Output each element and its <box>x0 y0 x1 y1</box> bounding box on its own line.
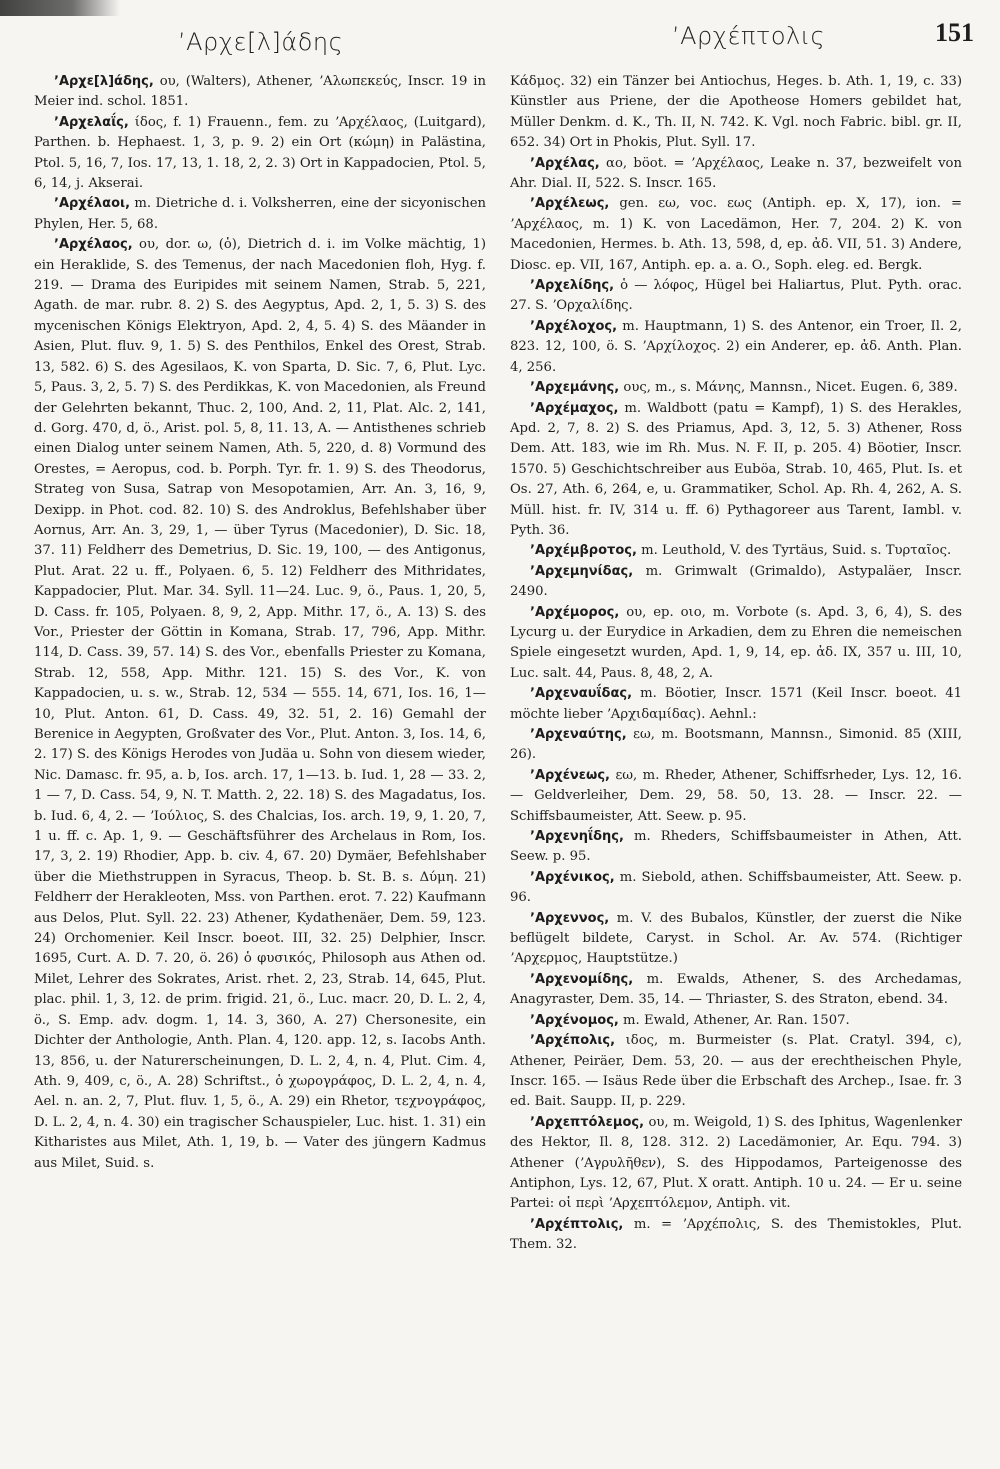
entry-text: m. Siebold, athen. Schiffsbaumeister, Att. Seew. p. 96. <box>510 869 962 906</box>
entry-headword: ʼΑρχεννος, <box>530 910 610 926</box>
entry-headword: ʼΑρχέπτολις, <box>530 1216 624 1232</box>
entry-text: m. Grimwalt (Grimaldo), Astypaläer, Inscr. 2490. <box>510 563 962 600</box>
entry-headword: ʼΑρχένικος, <box>530 869 615 885</box>
entry-text: ους, m., s. Μάνης, Mannsn., Nicet. Eugen. 6, 389. <box>619 380 958 396</box>
entry-headword: ʼΑρχεναύτης, <box>530 727 627 742</box>
entry-text: ίδος, f. 1) Frauenn., fem. zu ʼΑρχέλαος, (Luitgard), Parthen. b. Hephaest. 1, 3, p. 9. 2) ein Ort (κώμη) in Palästina, Ptol. 5, 16, 7, Ios. 17, 13, 1. 18, 2, 2. 3) Ort in Kappadocien, Ptol. 5, 6, 14, j. Akserai. <box>34 114 486 192</box>
entry-text: ου, dor. ω, (ὁ), Dietrich d. i. im Volke mächtig, 1) ein Heraklide, S. des Temenus, der nach Macedonien floh, Hyg. f. 219. — Drama des Euripides mit seinem Namen, Strab. 5, 221, Agath. de mar. rubr. 8. 2) S. des Aegyptus, Apd. 2, 1, 5. 3) S. des mycenischen Königs Elektryon, Apd. 2, 4, 5. 4) S. des Mäander in Asien, Plut. fluv. 9, 1. 5) S. des Penthilos, Enkel des Orest, Strab. 13, 582. 6) S. des Agesilaos, K. von Sparta, D. Sic. 7, 6, Plut. Lyc. 5, Paus. 3, 2, 5. 7) S. des Perdikkas, K. von Macedonien, als Freund der Gelehrten bekannt, Thuc. 2, 100, And. 2, 11, Plat. Alc. 2, 141, d. Gorg. 470, d, ö., Arist. pol. 5, 8, 11. 13, A. — Antisthenes schrieb einen Dialog unter seinem Namen, Ath. 5, 220, d. 8) Vormund des Orestes, = Aeropus, cod. b. Porph. Tyr. fr. 1. 9) S. des Theodorus, Strateg von Susa, Satrap von Mesopotamien, Arr. An. 3, 16, 9, Dexipp. in Phot. cod. 82. 10) S. des Androklus, Befehlshaber über Aornus, Arr. An. 3, 29, 1, — über Tyrus (Macedonier), D. Sic. 18, 37. 11) Feldherr des Demetrius, D. Sic. 19, 100, — des Antigonus, Plut. Arat. 22 u. ff., Polyaen. 6, 5. 12) Feldherr des Mithridates, Kappadocier, Plut. Mar. 34. Syll. 11—24. Luc. 9, ö., Paus. 1, 20, 5, D. Cass. fr. 105, Polyaen. 8, 9, 2, App. Mithr. 17, ö., A. 13) S. des Vor., Priester der Göttin in Komana, Strab. 17, 796, App. Mithr. 114, D. Cass. 39, 57. 14) S. des Vor., ebenfalls Priester zu Komana, Strab. 12, 558, App. Mithr. 121. 15) S. des Vor., K. von Kappadocien, u. s. w., Strab. 12, 534 — 555. 14, 671, Ios. 16, 1—10, Plut. Anton. 61, D. Cass. 49, 32. 51, 2. 16) Gemahl der Berenice in Aegypten, Großvater des Vor., Plut. Anton. 3, Ios. 14, 6, 2. 17) S. des Königs Herodes von Judäa u. Sohn von diesem wieder, Nic. Damasc. fr. 95, a. b, Ios. arch. 17, 1—13. b. Iud. 1, 28 — 33. 2, 1 — 7, D. Cass. 54, 9, N. T. Matth. 2, 22. 18) S. des Magadatus, Ios. b. Iud. 6, 4, 2. — ʼΙούλιος, S. des Chalcias, Ios. arch. 19, 9, 1. 20, 7, 1 u. ff. c. Ap. 1, 9. — Geschäftsführer des Archelaus in Rom, Ios. 17, 3, 2. 19) Rhodier, App. b. civ. 4, 67. 20) Dymäer, Befehlshaber über die Miethstruppen in Syracus, Theop. b. St. B. s. Δύμη. 21) Feldherr der Herakleoten, Mss. von Parthen. erot. 7. 22) Kaufmann aus Delos, Plut. Syll. 22. 23) Athener, Kydathenäer, Dem. 59, 123. 24) Orchomenier. Keil Inscr. boeot. III, 32. 25) Delphier, Inscr. 1695, Curt. A. D. 7. 20, ö. 26) ὁ φυσικός, Philosoph aus Athen od. Milet, Lehrer des Sokrates, Arist. rhet. 2, 23, Strab. 14, 645, Plut. plac. phil. 1, 3, 12. de prim. frigid. 21, ö., Luc. macr. 20, D. L. 2, 4, ö., S. Emp. adv. dogm. 1, 14. 3, 360, A. 27) Chersonesite, ein Dichter der Anthologie, Anth. Plan. 4, 120. app. 12, s. Iacobs Anth. 13, 856, u. der Naturerscheinungen, D. L. 2, 4, n. 4, Plut. Cim. 4, Ath. 9, 409, c, ö., A. 28) Schriftst., ὁ χωρογράφος, D. L. 2, 4, n. 4, Ael. n. an. 2, 7, Plut. fluv. 1, 5, ö., A. 29) ein Rhetor, τεχνογράφος, D. L. 2, 4, n. 4. 30) ein tragischer Schauspieler, Luc. hist. 1. 31) ein Kitharistes aus Milet, Ath. 1, 19, b. — Vater des jüngern Kadmus aus Milet, Suid. s. <box>34 237 486 1171</box>
left-running-head: ʼΑρχε[λ]άδης <box>178 28 344 56</box>
entry-headword: ʼΑρχεπτόλεμος, <box>530 1114 645 1130</box>
entry-headword: ʼΑρχελαΐς, <box>54 114 129 130</box>
left-column <box>34 72 486 1174</box>
entry-text: ου, (Walters), Athener, ʼΑλωπεκεύς, Inscr. 19 in Meier ind. schol. 1851. <box>34 74 486 110</box>
dictionary-entry <box>510 603 962 685</box>
scan-edge-shadow <box>0 0 120 16</box>
entry-headword: ʼΑρχέλαοι, <box>54 196 131 212</box>
dictionary-entry <box>34 194 486 235</box>
entry-text: ου, ep. οιο, m. Vorbote (s. Apd. 3, 6, 4), S. des Lycurg u. der Eurydice in Arkadien, dem zu Ehren die nemeischen Spiele eingesetzt wurden, Apd. 1, 9, 14, ep. ἀδ. IX, 357 u. III, 10, Luc. salt. 44, Paus. 8, 48, 2, A. <box>510 604 962 681</box>
entry-headword: ʼΑρχεμάνης, <box>530 380 620 396</box>
dictionary-entry <box>510 541 962 561</box>
entry-text: m. Dietriche d. i. Volksherren, eine der sicyonischen Phylen, Her. 5, 68. <box>34 196 486 232</box>
dictionary-entry <box>510 1215 962 1256</box>
dictionary-entry <box>510 276 962 317</box>
entry-headword: ʼΑρχελίδης, <box>530 278 615 294</box>
dictionary-entry <box>510 378 962 398</box>
dictionary-entry <box>34 72 486 113</box>
entry-text: αο, böot. = ʼΑρχέλαος, Leake n. 37, bezweifelt von Ahr. Dial. II, 522. S. Inscr. 165. <box>510 155 962 192</box>
entry-headword: ʼΑρχε[λ]άδης, <box>54 74 154 89</box>
entry-text: ὁ — λόφος, Hügel bei Haliartus, Plut. Pyth. orac. 27. S. ʼΟρχαλίδης. <box>510 278 962 314</box>
entry-headword: ʼΑρχεναυΐδας, <box>530 686 633 702</box>
dictionary-entry <box>510 194 962 276</box>
entry-headword: ʼΑρχένομος, <box>530 1012 619 1028</box>
entry-headword: ʼΑρχενηΐδης, <box>530 829 624 845</box>
dictionary-entry <box>510 1113 962 1215</box>
entry-text: m. Hauptmann, 1) S. des Antenor, ein Troer, Il. 2, 823. 12, 100, ö. S. ʼΑρχίλοχος. 2) ein Anderer, ep. ἀδ. Anth. Plan. 4, 256. <box>510 318 962 375</box>
entry-text: m. Ewald, Athener, Ar. Ran. 1507. <box>618 1012 850 1028</box>
continued-entry: Κάδμος. 32) ein Tänzer bei Antiochus, Heges. b. Ath. 1, 19, c. 33) Künstler aus Priene, der die Apotheose Homers gebildet hat, Müller Denkm. d. K., Th. II, N. 742. K. Vgl. noch Fabric. bibl. gr. II, 652. 34) Ort in Phokis, Plut. Syll. 17. <box>510 74 962 151</box>
page-number: 151 <box>935 18 974 47</box>
right-column <box>510 72 962 1256</box>
entry-text: εω, m. Rheder, Athener, Schiffsrheder, Lys. 12, 16. — Geldverleiher, Dem. 29, 58. 50, 13. 28. — Inscr. 22. — Schiffsbaumeister, Att. Seew. p. 95. <box>510 767 962 824</box>
dictionary-entry <box>510 868 962 909</box>
entry-text: m. Ewalds, Athener, S. des Archedamas, Anagyraster, Dem. 35, 14. — Thriaster, S. des Straton, ebend. 34. <box>510 971 962 1008</box>
dictionary-entry <box>510 399 962 542</box>
entry-text: ου, m. Weigold, 1) S. des Iphitus, Wagenlenker des Hektor, Il. 8, 128. 312. 2) Lacedämonier, Ar. Equ. 794. 3) Athener (ʼΑγρυλῆθεν), S. des Hippodamos, Parteigenosse des Antiphon, Lys. 12, 67, Plut. X oratt. Antiph. 10 u. 24. — Er u. seine Partei: οἱ περὶ ʼΑρχεπτόλεμον, Antiph. vit. <box>510 1114 962 1212</box>
entry-text: m. V. des Bubalos, Künstler, der zuerst die Nike beflügelt bildete, Caryst. in Schol. Ar. Av. 574. (Richtiger ʼΑρχερμος, Hauptstütze.) <box>510 910 962 967</box>
entry-headword: ʼΑρχέλαος, <box>54 237 133 253</box>
dictionary-entry <box>510 562 962 603</box>
entry-text: ιδος, m. Burmeister (s. Plat. Cratyl. 394, c), Athener, Peiräer, Dem. 53, 20. — aus der erechtheischen Phyle, Inscr. 165. — Isäus Rede über die Erbschaft des Archep., Isae. fr. 3 ed. Bait. Saupp. II, p. 229. <box>510 1033 962 1110</box>
right-running-head: ʼΑρχέπτολις <box>672 22 826 50</box>
entry-headword: ʼΑρχέμαχος, <box>530 400 619 416</box>
entry-text: m. Rheders, Schiffsbaumeister in Athen, Att. Seew. p. 95. <box>510 829 962 865</box>
entry-headword: ʼΑρχένεως, <box>530 767 610 783</box>
entry-text: gen. εω, voc. εως (Antiph. ep. X, 17), ion. = ʼΑρχέλαος, m. 1) K. von Lacedämon, Her. 7, 204. 2) K. von Macedonien, Hermes. b. Ath. 13, 598, d, ep. ἀδ. VII, 51. 3) Andere, Diosc. ep. VII, 167, Antiph. ep. a. a. O., Soph. eleg. ed. Bergk. <box>510 196 962 273</box>
entry-text: εω, m. Bootsmann, Mannsn., Simonid. 85 (XIII, 26). <box>510 727 962 763</box>
entry-text: m. Waldbott (patu = Kampf), 1) S. des Herakles, Apd. 2, 7, 8. 2) S. des Priamus, Apd. 3, 12, 5. 3) Athener, Ross Dem. Att. 183, wie im Rh. Mus. N. F. II, p. 205. 4) Böotier, Inscr. 1570. 5) Geschichtschreiber aus Euböa, Strab. 10, 465, Plut. Is. et Os. 27, Ath. 6, 264, e, u. Grammatiker, Schol. Ap. Rh. 4, 262, A. S. Müll. hist. fr. IV, 314 u. ff. 6) Pythagoreer aus Tarent, Iambl. v. Pyth. 36. <box>510 400 962 538</box>
page-header <box>0 18 1000 68</box>
entry-headword: ʼΑρχενομίδης, <box>530 971 634 987</box>
dictionary-entry <box>34 113 486 195</box>
dictionary-entry <box>510 1031 962 1113</box>
entry-headword: ʼΑρχέπολις, <box>530 1033 616 1049</box>
dictionary-entry <box>34 235 486 1174</box>
dictionary-entry <box>510 154 962 195</box>
entry-headword: ʼΑρχέλας, <box>530 155 600 171</box>
dictionary-entry <box>510 725 962 766</box>
dictionary-entry <box>510 970 962 1011</box>
dictionary-entry <box>510 1011 962 1031</box>
entry-headword: ʼΑρχέμβροτος, <box>530 543 637 559</box>
dictionary-entry <box>510 317 962 378</box>
entry-headword: ʼΑρχέμορος, <box>530 604 620 620</box>
dictionary-entry <box>510 766 962 827</box>
entry-headword: ʼΑρχέλοχος, <box>530 318 618 334</box>
entry-text: m. = ʼΑρχέπολις, S. des Themistokles, Plut. Them. 32. <box>510 1216 962 1253</box>
entry-headword: ʼΑρχεμηνίδας, <box>530 563 634 579</box>
entry-text: m. Leuthold, V. des Tyrtäus, Suid. s. Τυρταῖος. <box>636 543 952 559</box>
dictionary-entry <box>510 684 962 725</box>
entry-headword: ʼΑρχέλεως, <box>530 196 610 212</box>
dictionary-entry <box>510 827 962 868</box>
dictionary-entry <box>510 909 962 970</box>
entry-text: m. Böotier, Inscr. 1571 (Keil Inscr. boeot. 41 möchte lieber ʼΑρχιδαμίδας). Aehnl.: <box>510 686 962 722</box>
